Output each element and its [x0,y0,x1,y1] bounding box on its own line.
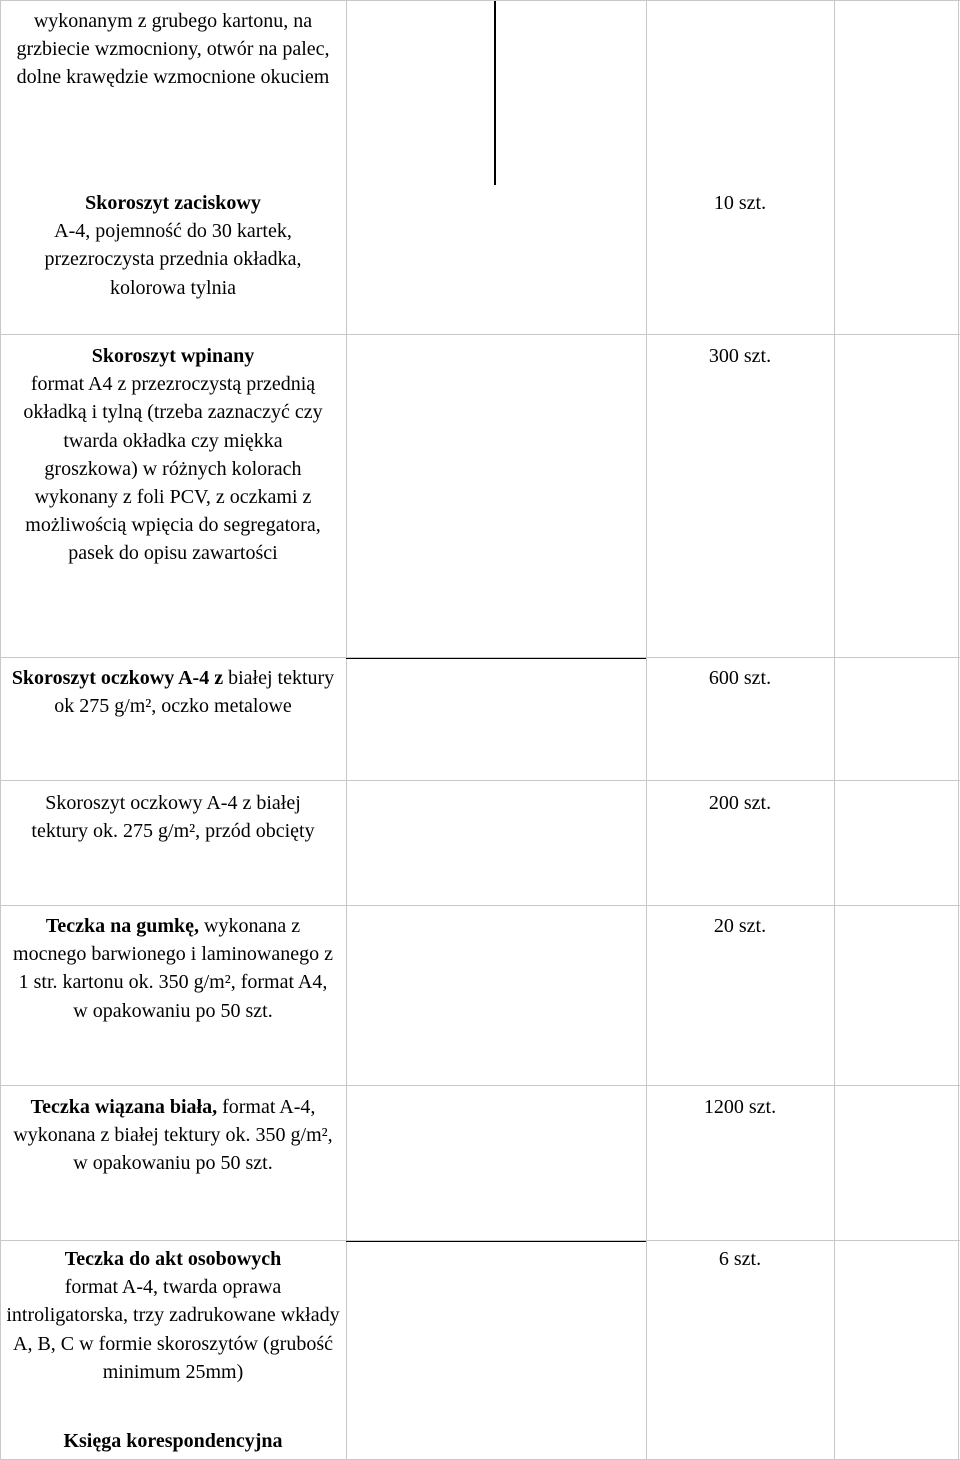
table-row [0,912,346,1025]
item-title: Skoroszyt zaciskowy [85,192,261,214]
item-description: A-4, pojemność do 30 kartek, przezroczysta przednia okładka, kolorowa tylnia [44,220,302,299]
item-title: Skoroszyt wpinany [91,345,255,367]
table-row [0,664,346,720]
item-description: Skoroszyt oczkowy A-4 z białej tektury ok. 275 g/m², przód obcięty [31,792,315,843]
table-row [0,1245,346,1386]
item-description: format A4 z przezroczystą przednią okładką i tylną (trzeba zaznaczyć czy twarda okładka czy miękka groszkowa) w różnych kolorach wykonany z foli PCV, z oczkami z możliwością wpięcia do segregatora, pasek do opisu zawartości [23,373,323,565]
item-quantity: 1200 szt. [703,1096,777,1118]
item-title: Skoroszyt oczkowy A-4 z [11,667,224,689]
table-row [0,1093,346,1178]
item-description: wykonana z mocnego barwionego i laminowanego z 1 str. kartonu ok. 350 g/m², format A4, w opakowaniu po 50 szt. [13,915,333,1022]
table-row [0,189,346,302]
item-quantity: 10 szt. [713,192,767,214]
item-quantity: 300 szt. [708,345,772,367]
item-description: format A-4, wykonana z białej tektury ok. 350 g/m², w opakowaniu po 50 szt. [13,1096,333,1175]
table-row [0,7,346,92]
item-description: wykonanym z grubego kartonu, na grzbiecie wzmocniony, otwór na palec, dolne krawędzie wzmocnione okuciem [16,10,330,89]
item-description: białej tektury ok 275 g/m², oczko metalowe [54,667,335,718]
item-title: Księga korespondencyjna [63,1430,283,1452]
item-quantity: 200 szt. [708,792,772,814]
item-quantity: 6 szt. [718,1248,762,1270]
item-title: Teczka wiązana biała, [30,1096,218,1118]
item-description: format A-4, twarda oprawa introligatorska, trzy zadrukowane wkłady A, B, C w formie skoroszytów (grubość minimum 25mm) [6,1276,340,1383]
item-quantity: 20 szt. [713,915,767,937]
item-title: Teczka na gumkę, [45,915,200,937]
table-row [0,1427,346,1455]
item-quantity: 600 szt. [708,667,772,689]
table-row [0,789,346,845]
table-row [0,342,346,568]
item-title: Teczka do akt osobowych [64,1248,282,1270]
